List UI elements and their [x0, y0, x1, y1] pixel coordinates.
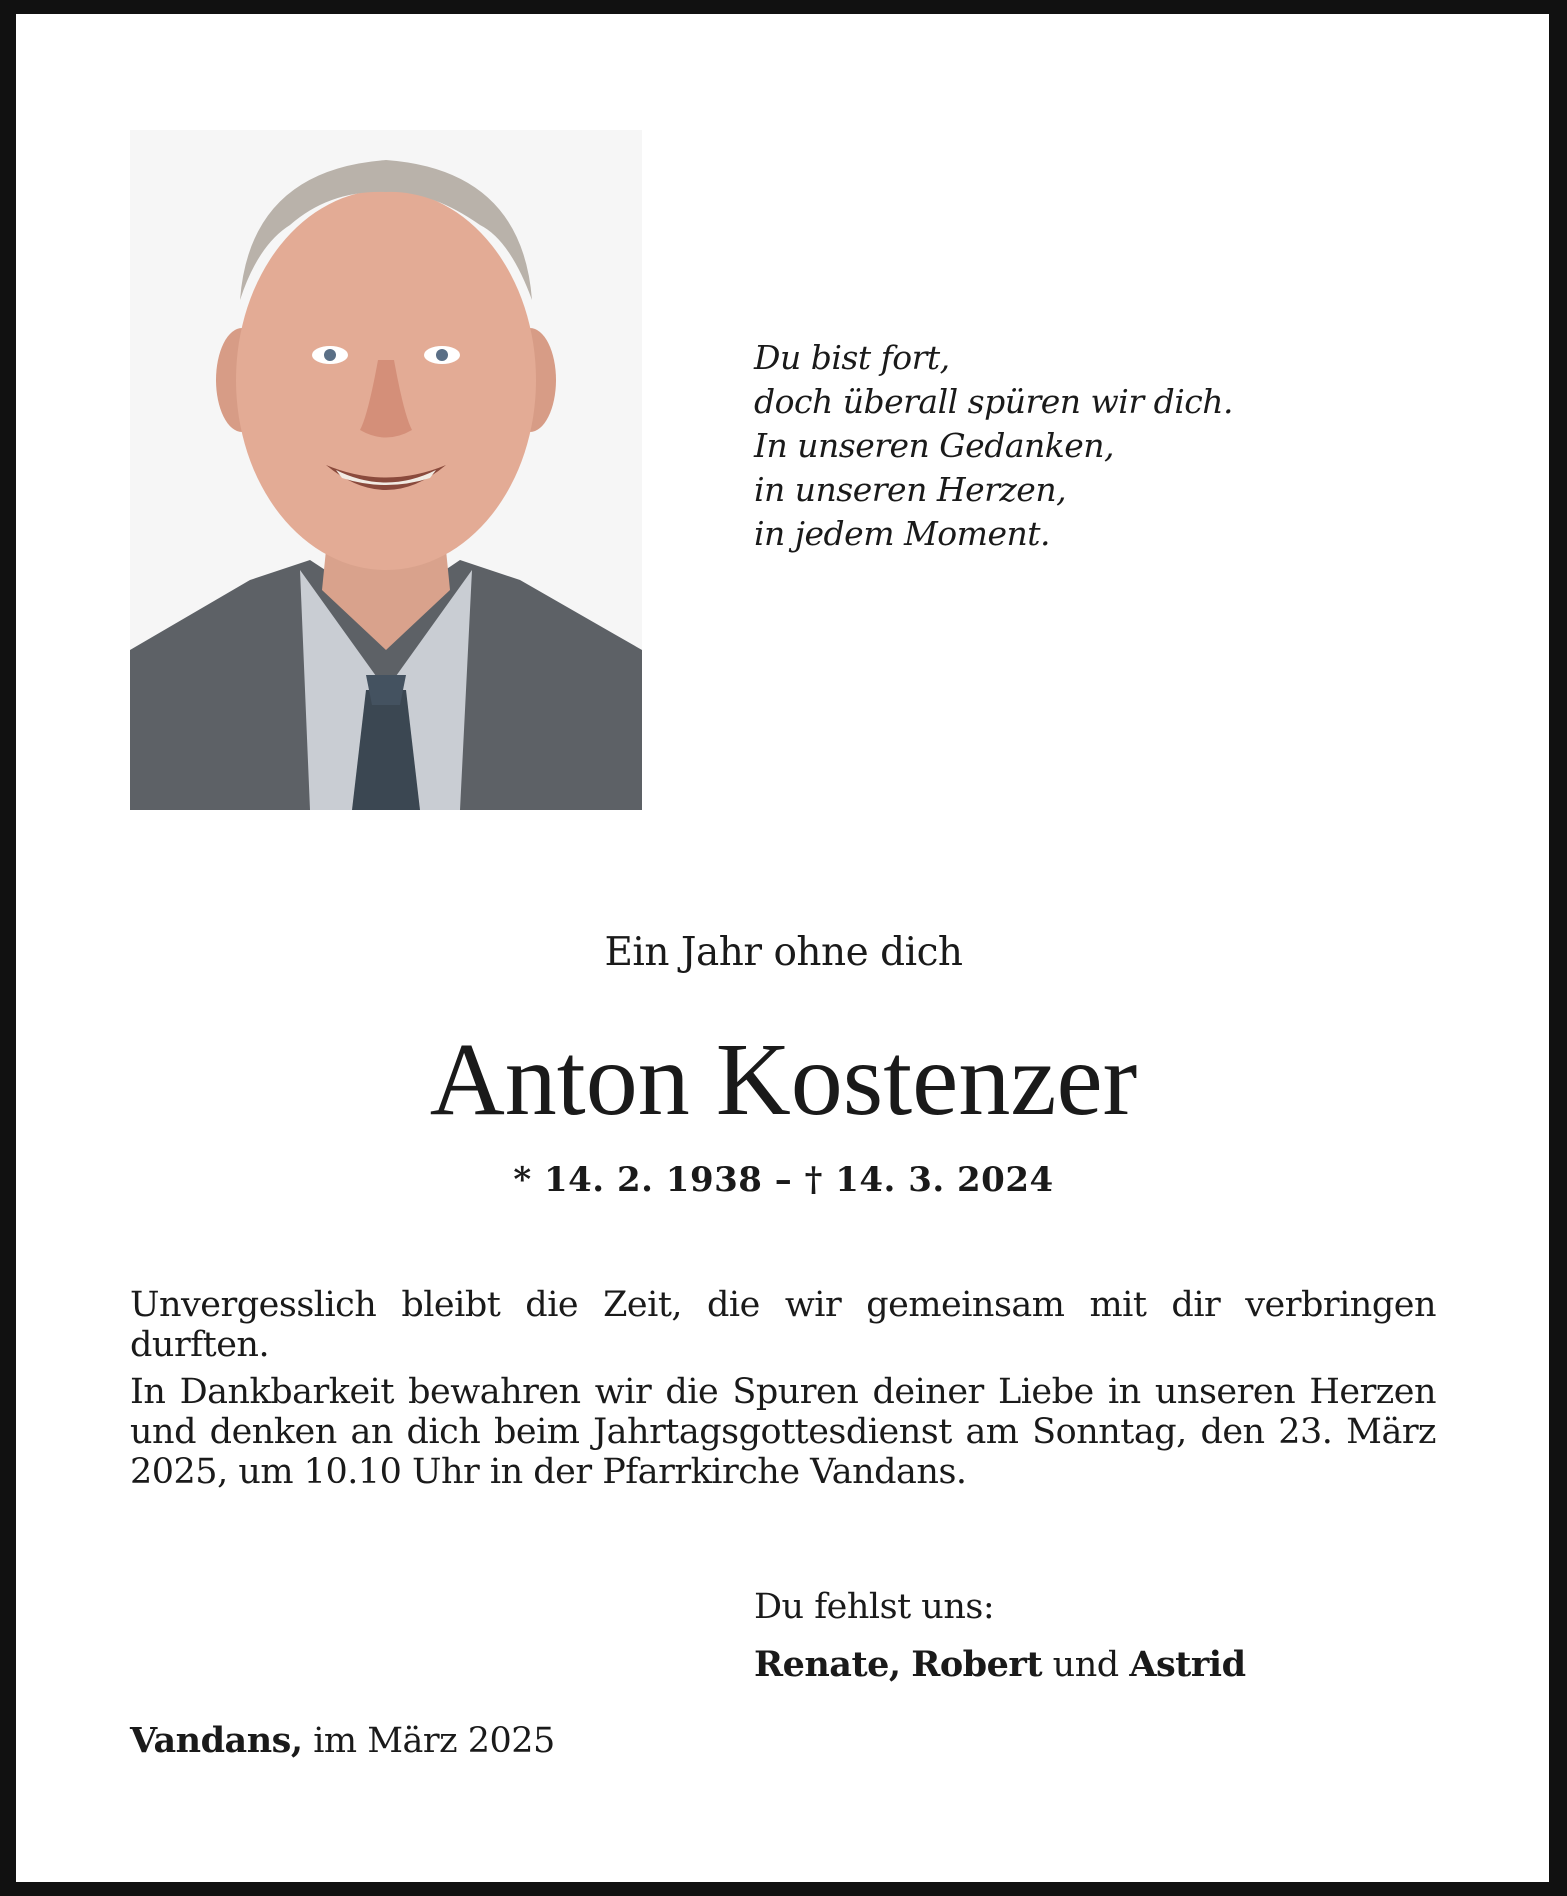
portrait-photo	[130, 130, 642, 810]
poem-line: in unseren Herzen,	[754, 470, 1067, 509]
signature-names	[754, 1636, 1246, 1694]
place-month: im März 2025	[313, 1721, 555, 1761]
deceased-name: Anton Kostenzer	[429, 1022, 1138, 1137]
signature-label: Du fehlst uns:	[754, 1587, 995, 1627]
poem-line: Du bist fort,	[754, 338, 950, 377]
poem-line: in jedem Moment.	[754, 514, 1050, 553]
poem-line: In unseren Gedanken,	[754, 426, 1115, 465]
signature-name-1: Renate,	[754, 1644, 901, 1685]
signature-block	[754, 1578, 1246, 1694]
memorial-paragraph-1: Unvergesslich bleibt die Zeit, die wir gemeinsam mit dir verbringen durften.	[130, 1285, 1436, 1365]
poem-line: doch überall spüren wir dich.	[754, 382, 1234, 421]
place-town: Vandans,	[130, 1720, 303, 1761]
signature-name-2: Robert	[911, 1644, 1043, 1685]
poem	[754, 336, 1233, 556]
portrait-icon	[130, 130, 642, 810]
signature-name-3: Astrid	[1129, 1644, 1246, 1685]
signature-connector: und	[1052, 1645, 1119, 1685]
life-dates: * 14. 2. 1938 – † 14. 3. 2024	[513, 1160, 1054, 1200]
place-date	[130, 1720, 555, 1761]
intro-heading: Ein Jahr ohne dich	[604, 930, 963, 975]
memorial-paragraph-2: In Dankbarkeit bewahren wir die Spuren deiner Liebe in unseren Herzen und denken an dich beim Jahrtagsgottesdienst am Sonntag, den 23. März 2025, um 10.10 Uhr in der Pfarrkirche Vandans.	[130, 1372, 1436, 1492]
